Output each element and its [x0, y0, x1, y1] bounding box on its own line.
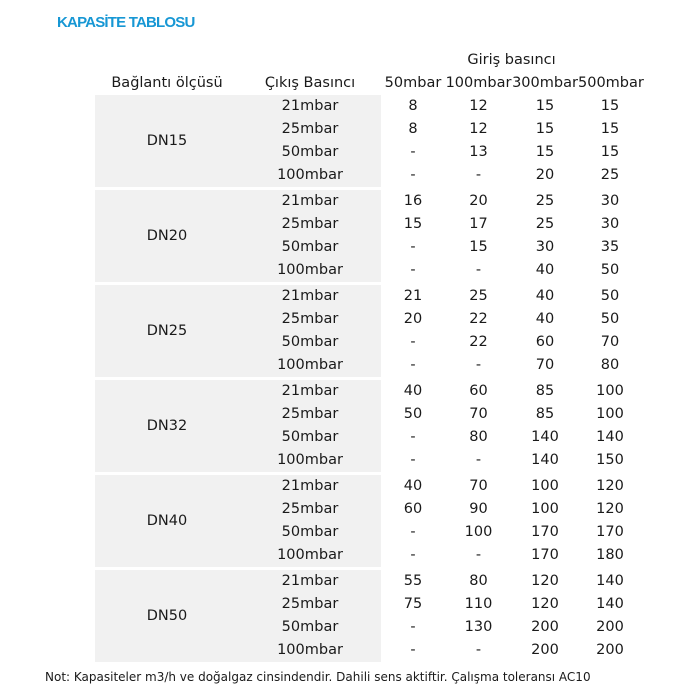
capacity-value-cell: 25 — [535, 216, 555, 232]
outlet-pressure-cell: 100mbar — [239, 544, 381, 569]
capacity-value-cell: - — [475, 167, 482, 183]
capacity-value-cell: 70 — [445, 474, 512, 499]
capacity-value-cell: 50 — [600, 262, 620, 278]
capacity-value-cell: 170 — [531, 524, 559, 540]
capacity-value-cell: - — [410, 429, 416, 445]
capacity-value-cell: 170 — [531, 547, 559, 563]
capacity-value-cell: 15 — [469, 239, 488, 255]
capacity-value-cell: 200 — [596, 619, 624, 635]
capacity-value-cell: 20 — [535, 167, 555, 183]
header-outlet-pressure: Çıkış Basıncı — [264, 75, 356, 91]
capacity-value-cell: 140 — [578, 569, 642, 594]
table-header — [95, 49, 642, 95]
capacity-value-cell: - — [410, 144, 416, 160]
table-row — [95, 569, 642, 594]
header-inlet-column: 100mbar — [445, 75, 512, 91]
outlet-pressure-cell: 100mbar — [239, 639, 381, 662]
outlet-pressure-cell: 21mbar — [239, 474, 381, 499]
header-spacer — [239, 49, 381, 72]
capacity-value-cell: 50 — [600, 311, 620, 327]
capacity-value-cell: - — [410, 452, 416, 468]
table-row — [95, 189, 642, 214]
capacity-value-cell: - — [410, 167, 416, 183]
capacity-value-cell: 140 — [596, 429, 624, 445]
capacity-value-cell: 140 — [596, 596, 624, 612]
header-connection-size: Bağlantı ölçüsü — [111, 75, 223, 91]
capacity-value-cell: 16 — [381, 189, 445, 214]
outlet-pressure-cell: 50mbar — [239, 236, 381, 259]
capacity-value-cell: 40 — [535, 311, 555, 327]
capacity-value-cell: 200 — [531, 642, 559, 658]
capacity-value-cell: 40 — [381, 379, 445, 404]
capacity-value-cell: - — [410, 547, 416, 563]
outlet-pressure-cell: 25mbar — [239, 308, 381, 331]
capacity-value-cell: 60 — [535, 334, 555, 350]
capacity-value-cell: 20 — [445, 189, 512, 214]
footnote: Not: Kapasiteler m3/h ve doğalgaz cinsindendir. Dahili sens aktiftir. Çalışma toleransı AC10 — [45, 670, 591, 684]
table-row — [95, 379, 642, 404]
capacity-value-cell: 100 — [512, 474, 578, 499]
capacity-value-cell: 80 — [445, 569, 512, 594]
capacity-value-cell: 110 — [464, 596, 493, 612]
capacity-value-cell: 50 — [403, 406, 423, 422]
outlet-pressure-cell: 21mbar — [239, 569, 381, 594]
capacity-value-cell: 40 — [535, 262, 555, 278]
outlet-pressure-cell: 50mbar — [239, 426, 381, 449]
capacity-value-cell: 55 — [381, 569, 445, 594]
capacity-value-cell: 15 — [535, 144, 555, 160]
capacity-value-cell: 80 — [600, 357, 620, 373]
capacity-value-cell: - — [410, 262, 416, 278]
capacity-value-cell: - — [475, 452, 482, 468]
outlet-pressure-cell: 25mbar — [239, 213, 381, 236]
outlet-pressure-cell: 100mbar — [239, 354, 381, 379]
outlet-pressure-cell: 25mbar — [239, 118, 381, 141]
capacity-value-cell: 100 — [578, 379, 642, 404]
capacity-value-cell: 8 — [408, 98, 418, 114]
capacity-value-cell: 22 — [469, 311, 488, 327]
capacity-value-cell: 120 — [512, 569, 578, 594]
capacity-value-cell: 15 — [403, 216, 423, 232]
connection-size-cell: DN32 — [95, 379, 239, 474]
outlet-pressure-cell: 21mbar — [239, 284, 381, 309]
capacity-value-cell: 200 — [596, 642, 624, 658]
capacity-value-cell: 15 — [535, 98, 555, 114]
capacity-value-cell: 30 — [600, 216, 620, 232]
table-row — [95, 284, 642, 309]
capacity-value-cell: - — [410, 239, 416, 255]
capacity-value-cell: 120 — [596, 501, 624, 517]
capacity-value-cell: 70 — [469, 406, 488, 422]
table-row — [95, 474, 642, 499]
capacity-value-cell: 22 — [469, 334, 488, 350]
capacity-value-cell: 17 — [469, 216, 488, 232]
outlet-pressure-cell: 100mbar — [239, 449, 381, 474]
outlet-pressure-cell: 50mbar — [239, 521, 381, 544]
header-inlet-column: 300mbar — [512, 75, 578, 91]
capacity-value-cell: 100 — [531, 501, 559, 517]
outlet-pressure-cell: 21mbar — [239, 95, 381, 118]
header-inlet-pressure: Giriş basıncı — [467, 52, 556, 68]
capacity-value-cell: 70 — [600, 334, 620, 350]
outlet-pressure-cell: 25mbar — [239, 498, 381, 521]
capacity-value-cell: 85 — [512, 379, 578, 404]
capacity-value-cell: 80 — [469, 429, 488, 445]
outlet-pressure-cell: 25mbar — [239, 403, 381, 426]
capacity-value-cell: 40 — [512, 284, 578, 309]
outlet-pressure-cell: 100mbar — [239, 259, 381, 284]
outlet-pressure-cell: 21mbar — [239, 189, 381, 214]
capacity-value-cell: 12 — [469, 121, 488, 137]
capacity-value-cell: 20 — [403, 311, 423, 327]
capacity-value-cell: 60 — [445, 379, 512, 404]
connection-size-cell: DN25 — [95, 284, 239, 379]
header-inlet-column: 50mbar — [384, 75, 442, 91]
connection-size-cell: DN15 — [95, 95, 239, 189]
capacity-value-cell: 15 — [600, 98, 620, 114]
table-row — [95, 95, 642, 118]
capacity-value-cell: 140 — [531, 429, 559, 445]
outlet-pressure-cell: 21mbar — [239, 379, 381, 404]
capacity-value-cell: 100 — [464, 524, 493, 540]
header-inlet-column: 500mbar — [578, 75, 644, 91]
capacity-value-cell: 25 — [600, 167, 620, 183]
capacity-value-cell: - — [410, 334, 416, 350]
capacity-value-cell: 21 — [381, 284, 445, 309]
capacity-value-cell: 150 — [596, 452, 624, 468]
capacity-value-cell: 13 — [469, 144, 488, 160]
capacity-value-cell: 25 — [445, 284, 512, 309]
capacity-value-cell: 75 — [403, 596, 423, 612]
capacity-value-cell: 50 — [578, 284, 642, 309]
outlet-pressure-cell: 25mbar — [239, 593, 381, 616]
capacity-value-cell: 30 — [535, 239, 555, 255]
capacity-value-cell: 15 — [600, 144, 620, 160]
capacity-value-cell: 85 — [535, 406, 555, 422]
capacity-value-cell: - — [410, 357, 416, 373]
page-title: KAPASİTE TABLOSU — [57, 14, 195, 31]
header-spacer — [95, 49, 239, 72]
capacity-value-cell: 12 — [469, 98, 488, 114]
capacity-value-cell: 30 — [578, 189, 642, 214]
table-body — [95, 95, 642, 662]
capacity-value-cell: - — [410, 619, 416, 635]
capacity-value-cell: - — [475, 262, 482, 278]
capacity-value-cell: 60 — [403, 501, 423, 517]
capacity-value-cell: 15 — [535, 121, 555, 137]
outlet-pressure-cell: 50mbar — [239, 616, 381, 639]
outlet-pressure-cell: 50mbar — [239, 331, 381, 354]
capacity-value-cell: 130 — [464, 619, 493, 635]
outlet-pressure-cell: 100mbar — [239, 164, 381, 189]
capacity-value-cell: - — [475, 357, 482, 373]
connection-size-cell: DN50 — [95, 569, 239, 663]
capacity-value-cell: - — [475, 547, 482, 563]
capacity-table — [95, 49, 642, 662]
capacity-value-cell: 15 — [600, 121, 620, 137]
capacity-value-cell: 40 — [381, 474, 445, 499]
capacity-value-cell: 200 — [531, 619, 559, 635]
capacity-value-cell: 120 — [578, 474, 642, 499]
capacity-value-cell: 35 — [600, 239, 620, 255]
capacity-value-cell: - — [410, 642, 416, 658]
capacity-value-cell: 170 — [596, 524, 624, 540]
capacity-value-cell: 25 — [512, 189, 578, 214]
capacity-value-cell: 70 — [535, 357, 555, 373]
connection-size-cell: DN20 — [95, 189, 239, 284]
connection-size-cell: DN40 — [95, 474, 239, 569]
capacity-value-cell: 90 — [469, 501, 488, 517]
capacity-value-cell: 120 — [531, 596, 559, 612]
outlet-pressure-cell: 50mbar — [239, 141, 381, 164]
capacity-value-cell: - — [475, 642, 482, 658]
capacity-value-cell: 8 — [408, 121, 418, 137]
capacity-value-cell: 180 — [596, 547, 624, 563]
capacity-value-cell: 100 — [596, 406, 624, 422]
capacity-value-cell: 140 — [531, 452, 559, 468]
capacity-value-cell: - — [410, 524, 416, 540]
